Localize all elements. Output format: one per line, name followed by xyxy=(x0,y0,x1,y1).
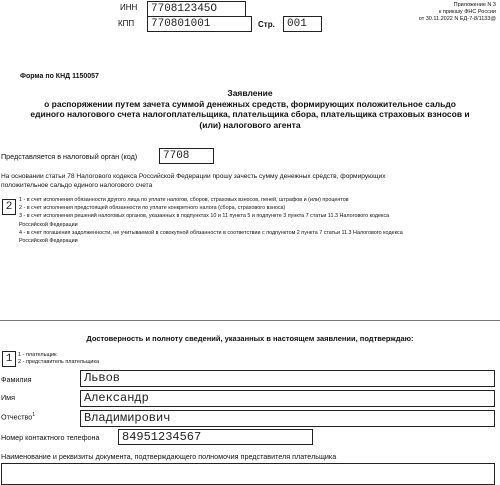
title-line-3: единого налогового счета налогоплательщика, плательщика сбора, плательщика страховых взносов и xyxy=(30,109,470,119)
offset-option-4a: 4 - в счет погашения задолженности, не учитываемой в совокупной обязанности в соответствии с подпунктом 2 пункта 7 статьи 11.3 Налогового кодекса xyxy=(19,229,403,236)
name-field[interactable]: Александр xyxy=(80,390,495,407)
kpp-label: КПП xyxy=(118,19,135,28)
page-label: Стр. xyxy=(258,20,275,29)
page-field[interactable]: 001 xyxy=(283,16,322,32)
offset-option-field[interactable]: 2 xyxy=(2,199,16,215)
patronymic-field[interactable]: Владимирович xyxy=(80,410,495,427)
offset-option-1: 1 - в счет исполнения обязанности другого лица по уплате налогов, сборов, страховых взносов, пеней, штрафов и (или) процентов xyxy=(19,197,349,203)
basis-line-1: На основании статьи 78 Налогового кодекса Российской Федерации прошу зачесть сумму денежных средств, формирующих xyxy=(1,173,386,180)
offset-option-4b: Российской Федерации xyxy=(19,238,78,245)
phone-field[interactable]: 84951234567 xyxy=(118,429,313,445)
phone-label: Номер контактного телефона xyxy=(1,433,100,442)
basis-text xyxy=(1,172,386,190)
form-code: Форма по КНД 1150057 xyxy=(20,73,99,80)
appendix-line-3: от 30.11.2022 N ЕД-7-8/1133@ xyxy=(418,16,496,22)
offset-option-2: 2 - в счет исполнения предстоящей обязанности по уплате конкретного налога (сбора, страхового взноса) xyxy=(19,205,286,212)
confirmation-field[interactable]: 1 xyxy=(2,351,16,367)
title-line-2: о распоряжении путем зачета суммой денежных средств, формирующих положительное сальдо xyxy=(44,98,456,109)
tax-authority-label: Представляется в налоговый орган (код) xyxy=(1,152,138,161)
offset-option-3b: Российской Федерации xyxy=(19,221,78,228)
confirmation-option-1: 1 - плательщик xyxy=(18,352,57,358)
patronymic-label xyxy=(1,412,35,421)
form-title xyxy=(0,88,500,130)
offset-option-3a: 3 - в счет исполнения решений налоговых органов, указанных в подпунктах 10 и 11 пункта 5 и подпункте 3 пункта 7 статьи 11.3 Налогового кодекса xyxy=(19,213,390,220)
confirmation-option-2: 2 - представитель плательщика xyxy=(18,359,100,365)
appendix-note xyxy=(419,2,496,23)
appendix-line-1: Приложение N 3 xyxy=(453,2,496,8)
tax-authority-field[interactable]: 7708 xyxy=(159,148,214,164)
inn-label: ИНН xyxy=(120,3,138,12)
offset-options-list xyxy=(19,196,403,245)
document-field[interactable] xyxy=(1,463,495,485)
section-divider xyxy=(0,320,500,321)
name-label: Имя xyxy=(1,393,15,402)
confirmation-heading: Достоверность и полноту сведений, указанных в настоящем заявлении, подтверждаю: xyxy=(86,334,414,343)
kpp-field[interactable]: 770801001 xyxy=(147,16,252,32)
patronymic-footnote: 1 xyxy=(32,412,36,418)
appendix-line-2: к приказу ФНС России xyxy=(438,9,496,15)
surname-field[interactable]: Львов xyxy=(80,370,495,387)
patronymic-label-text: Отчество xyxy=(1,412,33,422)
title-line-1: Заявление xyxy=(227,88,273,98)
inn-field[interactable]: 770812345О xyxy=(147,1,246,17)
title-line-4: (или) налогового агента xyxy=(199,119,301,130)
basis-line-2: положительное сальдо единого налогового счета xyxy=(1,182,153,189)
document-label: Наименование и реквизиты документа, подтверждающего полномочия представителя плательщика xyxy=(1,452,337,461)
surname-label: Фамилия xyxy=(1,375,32,384)
confirmation-options xyxy=(18,352,99,366)
